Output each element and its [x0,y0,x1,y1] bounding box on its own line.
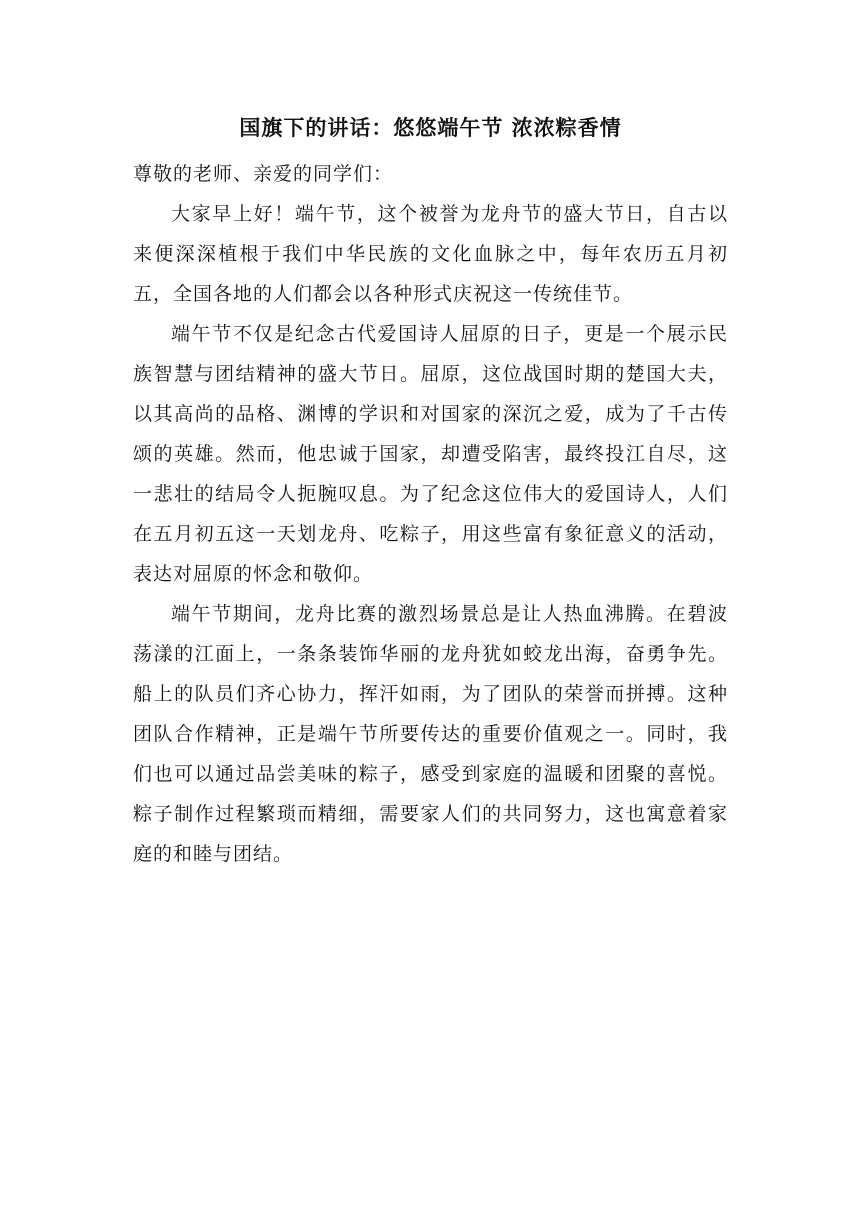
document-title: 国旗下的讲话：悠悠端午节 浓浓粽香情 [239,115,622,140]
paragraph-qu-yuan: 端午节不仅是纪念古代爱国诗人屈原的日子，更是一个展示民族智慧与团结精神的盛大节日。屈原，这位战国时期的楚国大夫，以其高尚的品格、渊博的学识和对国家的深沉之爱，成为了千古传颂的英雄。然而，他忠诚于国家，却遭受陷害，最终投江自尽，这一悲壮的结局令人扼腕叹息。为了纪念这位伟大的爱国诗人，人们在五月初五这一天划龙舟、吃粽子，用这些富有象征意义的活动，表达对屈原的怀念和敬仰。 [133,323,728,585]
salutation: 尊敬的老师、亲爱的同学们： [133,163,394,185]
document-body [133,110,728,874]
paragraph-greeting: 大家早上好！端午节，这个被誉为龙舟节的盛大节日，自古以来便深深植根于我们中华民族的文化血脉之中，每年农历五月初五，全国各地的人们都会以各种形式庆祝这一传统佳节。 [133,203,728,305]
paragraph-dragon-boat: 端午节期间，龙舟比赛的激烈场景总是让人热血沸腾。在碧波荡漾的江面上，一条条装饰华丽的龙舟犹如蛟龙出海，奋勇争先。船上的队员们齐心协力，挥汗如雨，为了团队的荣誉而拼搏。这种团队合作精神，正是端午节所要传达的重要价值观之一。同时，我们也可以通过品尝美味的粽子，感受到家庭的温暖和团聚的喜悦。粽子制作过程繁琐而精细，需要家人们的共同努力，这也寓意着家庭的和睦与团结。 [133,603,728,865]
